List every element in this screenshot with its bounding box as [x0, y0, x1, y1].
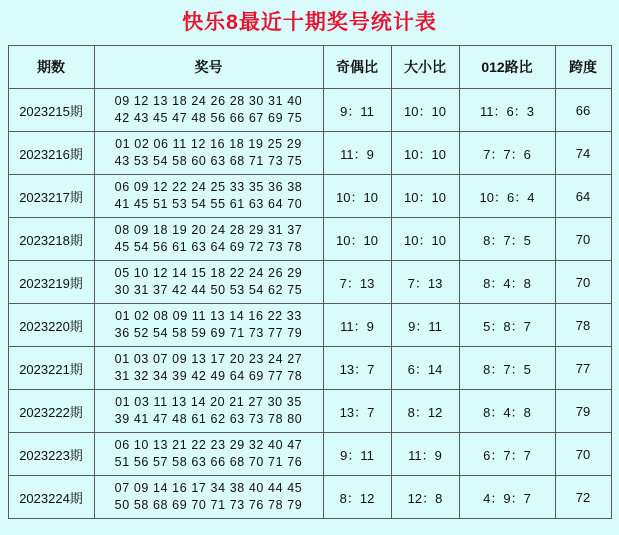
cell-numbers	[94, 347, 323, 390]
cell-span: 70	[555, 261, 611, 304]
cell-012-route: 8：7：5	[459, 347, 555, 390]
cell-big-small: 11：9	[391, 433, 459, 476]
cell-big-small: 10：10	[391, 89, 459, 132]
cell-issue: 2023223期	[8, 433, 94, 476]
numbers-line-1: 05 10 12 14 15 18 22 24 26 29	[114, 266, 303, 280]
cell-span: 70	[555, 218, 611, 261]
table-header-row	[8, 46, 611, 89]
numbers-line-2: 36 52 54 58 59 69 71 73 77 79	[114, 326, 303, 340]
cell-odd-even: 13：7	[323, 347, 391, 390]
cell-span: 72	[555, 476, 611, 519]
cell-span: 74	[555, 132, 611, 175]
numbers-line-1: 09 12 13 18 24 26 28 30 31 40	[114, 94, 303, 108]
cell-issue: 2023219期	[8, 261, 94, 304]
numbers-line-1: 08 09 18 19 20 24 28 29 31 37	[114, 223, 303, 237]
cell-issue: 2023224期	[8, 476, 94, 519]
table-row	[8, 89, 611, 132]
cell-span: 78	[555, 304, 611, 347]
cell-012-route: 7：7：6	[459, 132, 555, 175]
column-header-span: 跨度	[555, 46, 611, 89]
cell-numbers	[94, 390, 323, 433]
numbers-line-1: 01 02 08 09 11 13 14 16 22 33	[115, 309, 302, 323]
cell-numbers	[94, 89, 323, 132]
cell-odd-even: 10：10	[323, 175, 391, 218]
numbers-line-1: 01 03 11 13 14 20 21 27 30 35	[115, 395, 302, 409]
cell-issue: 2023220期	[8, 304, 94, 347]
table-row	[8, 304, 611, 347]
table-row	[8, 476, 611, 519]
cell-012-route: 5：8：7	[459, 304, 555, 347]
statistics-table	[8, 45, 612, 519]
cell-odd-even: 9：11	[323, 89, 391, 132]
table-row	[8, 390, 611, 433]
cell-numbers	[94, 132, 323, 175]
table-row	[8, 433, 611, 476]
cell-issue: 2023222期	[8, 390, 94, 433]
cell-big-small: 8：12	[391, 390, 459, 433]
numbers-line-2: 42 43 45 47 48 56 66 67 69 75	[114, 111, 303, 125]
cell-012-route: 8：7：5	[459, 218, 555, 261]
numbers-line-1: 01 03 07 09 13 17 20 23 24 27	[114, 352, 303, 366]
column-header-big-small: 大小比	[391, 46, 459, 89]
cell-odd-even: 9：11	[323, 433, 391, 476]
numbers-line-2: 50 58 68 69 70 71 73 76 78 79	[114, 498, 303, 512]
cell-numbers	[94, 433, 323, 476]
numbers-line-2: 39 41 47 48 61 62 63 73 78 80	[114, 412, 303, 426]
cell-big-small: 10：10	[391, 175, 459, 218]
numbers-line-2: 41 45 51 53 54 55 61 63 64 70	[114, 197, 303, 211]
table-row	[8, 347, 611, 390]
page-title: 快乐8最近十期奖号统计表	[182, 11, 437, 34]
cell-big-small: 7：13	[391, 261, 459, 304]
column-header-numbers: 奖号	[94, 46, 323, 89]
cell-span: 64	[555, 175, 611, 218]
cell-span: 77	[555, 347, 611, 390]
cell-issue: 2023216期	[8, 132, 94, 175]
numbers-line-1: 07 09 14 16 17 34 38 40 44 45	[114, 481, 303, 495]
cell-issue: 2023217期	[8, 175, 94, 218]
numbers-line-1: 01 02 06 11 12 16 18 19 25 29	[115, 137, 302, 151]
cell-odd-even: 10：10	[323, 218, 391, 261]
cell-012-route: 8：4：8	[459, 390, 555, 433]
cell-numbers	[94, 304, 323, 347]
cell-012-route: 10：6：4	[459, 175, 555, 218]
table-row	[8, 175, 611, 218]
column-header-odd-even: 奇偶比	[323, 46, 391, 89]
cell-big-small: 10：10	[391, 132, 459, 175]
table-row	[8, 218, 611, 261]
numbers-line-1: 06 09 12 22 24 25 33 35 36 38	[114, 180, 303, 194]
table-row	[8, 261, 611, 304]
cell-issue: 2023221期	[8, 347, 94, 390]
cell-numbers	[94, 476, 323, 519]
numbers-line-2: 43 53 54 58 60 63 68 71 73 75	[114, 154, 303, 168]
cell-odd-even: 13：7	[323, 390, 391, 433]
cell-odd-even: 7：13	[323, 261, 391, 304]
cell-odd-even: 11：9	[323, 132, 391, 175]
cell-big-small: 10：10	[391, 218, 459, 261]
column-header-issue: 期数	[8, 46, 94, 89]
cell-012-route: 11：6：3	[459, 89, 555, 132]
cell-span: 70	[555, 433, 611, 476]
numbers-line-2: 30 31 37 42 44 50 53 54 62 75	[114, 283, 303, 297]
cell-012-route: 4：9：7	[459, 476, 555, 519]
column-header-012-route: 012路比	[459, 46, 555, 89]
cell-issue: 2023215期	[8, 89, 94, 132]
cell-big-small: 6：14	[391, 347, 459, 390]
cell-numbers	[94, 261, 323, 304]
cell-span: 66	[555, 89, 611, 132]
cell-odd-even: 8：12	[323, 476, 391, 519]
cell-012-route: 6：7：7	[459, 433, 555, 476]
numbers-line-2: 51 56 57 58 63 66 68 70 71 76	[114, 455, 303, 469]
cell-numbers	[94, 175, 323, 218]
cell-big-small: 9：11	[391, 304, 459, 347]
cell-span: 79	[555, 390, 611, 433]
table-row	[8, 132, 611, 175]
numbers-line-2: 45 54 56 61 63 64 69 72 73 78	[114, 240, 303, 254]
cell-big-small: 12：8	[391, 476, 459, 519]
cell-issue: 2023218期	[8, 218, 94, 261]
cell-012-route: 8：4：8	[459, 261, 555, 304]
cell-odd-even: 11：9	[323, 304, 391, 347]
cell-numbers	[94, 218, 323, 261]
numbers-line-1: 06 10 13 21 22 23 29 32 40 47	[114, 438, 303, 452]
numbers-line-2: 31 32 34 39 42 49 64 69 77 78	[114, 369, 303, 383]
